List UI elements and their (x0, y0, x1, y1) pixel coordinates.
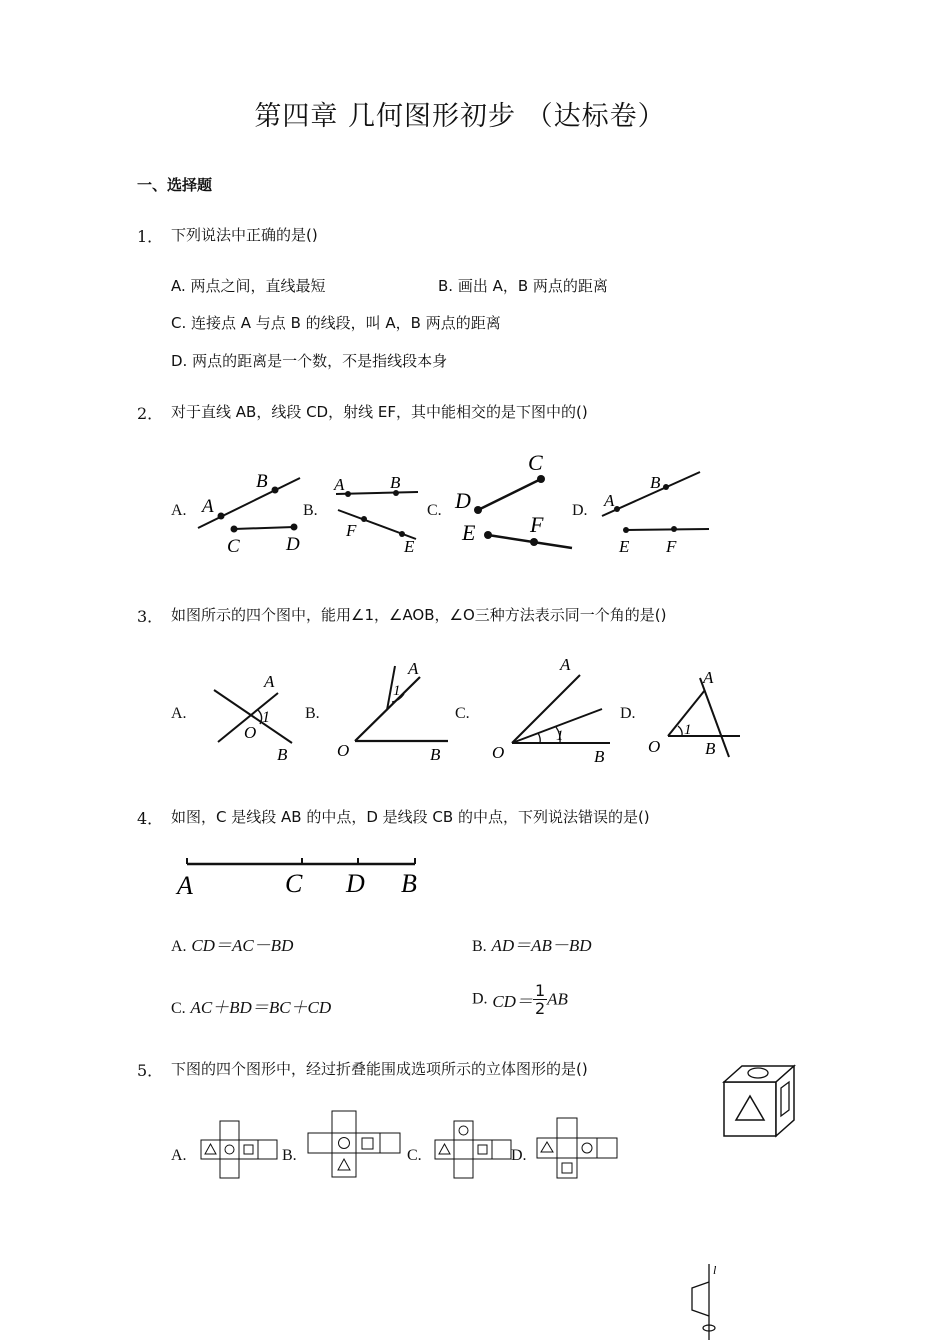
svg-text:B: B (650, 473, 661, 492)
svg-text:l: l (713, 1263, 717, 1277)
q5-label-b[interactable]: B. (282, 1147, 297, 1164)
q3-number: 3． (137, 607, 164, 626)
q1-option-c[interactable]: C. 连接点 A 与点 B 的线段，叫 A，B 两点的距离 (171, 314, 501, 332)
svg-text:E: E (462, 520, 476, 545)
q4-number: 4． (137, 809, 164, 828)
q2-fig-d (602, 472, 709, 556)
q4-option-c[interactable]: C. AC＋BD＝BC＋CD (171, 998, 332, 1017)
q1-option-d[interactable]: D. 两点的距离是一个数，不是指线段本身 (171, 352, 448, 370)
svg-text:A: A (560, 655, 571, 674)
q5-cube-figure (718, 1060, 802, 1140)
svg-text:1: 1 (684, 722, 692, 738)
svg-text:1: 1 (556, 728, 564, 744)
svg-text:A: A (703, 668, 714, 687)
svg-text:F: F (530, 512, 544, 537)
svg-text:A: A (264, 672, 275, 691)
svg-text:D: D (455, 488, 471, 513)
svg-text:E: E (404, 537, 415, 556)
page-title: 第四章 几何图形初步 （达标卷） (254, 101, 666, 132)
q5-text: 下图的四个图形中，经过折叠能围成选项所示的立体图形的是() (171, 1060, 588, 1078)
svg-text:F: F (346, 521, 357, 540)
svg-text:A: A (604, 491, 615, 510)
q2-text: 对于直线 AB，线段 CD，射线 EF，其中能相交的是下图中的() (171, 403, 588, 421)
svg-text:1: 1 (262, 709, 270, 726)
svg-text:C: C (285, 869, 303, 898)
svg-text:F: F (666, 537, 677, 556)
q4-option-a[interactable]: A. CD＝AC－BD (171, 936, 294, 955)
q5-net-d (537, 1118, 617, 1178)
svg-text:O: O (648, 737, 661, 756)
q6-rotation-figure (682, 1262, 732, 1342)
q5-label-c[interactable]: C. (407, 1147, 422, 1164)
q5-label-a[interactable]: A. (171, 1147, 187, 1164)
q2-label-c[interactable]: C. (427, 502, 442, 519)
section-heading: 一、选择题 (137, 176, 213, 194)
q1-text: 下列说法中正确的是() (171, 226, 318, 244)
q3-fig-c (492, 655, 610, 766)
svg-text:O: O (492, 743, 505, 762)
q3-figures (200, 650, 760, 770)
q4-segment-figure (175, 848, 435, 902)
svg-text:C: C (528, 450, 543, 475)
q3-text: 如图所示的四个图中，能用∠1，∠AOB，∠O三种方法表示同一个角的是() (171, 606, 667, 624)
svg-text:A: A (202, 496, 214, 517)
svg-text:E: E (619, 537, 630, 556)
q1-option-a[interactable]: A. 两点之间，直线最短 (171, 277, 326, 295)
q4-option-d[interactable]: D. CD＝ $\frac{1}{2}$ AB (472, 981, 568, 1018)
q2-label-b[interactable]: B. (303, 502, 318, 519)
q3-label-a[interactable]: A. (171, 705, 187, 722)
q3-label-b[interactable]: B. (305, 705, 320, 722)
svg-text:B: B (705, 739, 716, 758)
q2-label-a[interactable]: A. (171, 502, 187, 519)
q5-net-a (201, 1121, 277, 1178)
q2-fig-c (454, 450, 572, 548)
svg-text:B: B (256, 471, 268, 492)
q2-fig-b (333, 473, 418, 556)
q3-label-d[interactable]: D. (620, 705, 636, 722)
q5-nets (195, 1105, 625, 1183)
q5-label-d[interactable]: D. (511, 1147, 527, 1164)
q5-net-c (435, 1121, 511, 1178)
svg-text:B: B (594, 747, 605, 766)
q4-option-b[interactable]: B. AD＝AB－BD (472, 936, 592, 955)
q2-figures (190, 450, 730, 560)
q1-option-b[interactable]: B. 画出 A，B 两点的距离 (438, 277, 608, 295)
svg-text:C: C (227, 536, 240, 557)
q2-label-d[interactable]: D. (572, 502, 588, 519)
q3-fig-a (214, 672, 292, 764)
svg-text:O: O (337, 741, 350, 760)
fraction-one-half: $\frac{1}{2}$ (534, 981, 546, 1018)
svg-text:O: O (244, 723, 257, 742)
svg-text:B: B (390, 473, 401, 492)
q2-fig-a (198, 471, 300, 557)
svg-text:A: A (408, 659, 419, 678)
svg-text:1: 1 (393, 683, 401, 699)
svg-text:A: A (177, 871, 193, 900)
q3-fig-b (337, 659, 448, 764)
q3-label-c[interactable]: C. (455, 705, 470, 722)
svg-text:D: D (346, 869, 365, 898)
q4-text: 如图，C 是线段 AB 的中点，D 是线段 CB 的中点，下列说法错误的是() (171, 808, 650, 826)
q2-number: 2． (137, 404, 164, 423)
svg-text:B: B (277, 745, 288, 764)
svg-text:D: D (286, 534, 300, 555)
svg-text:B: B (401, 869, 417, 898)
svg-text:B: B (430, 745, 441, 764)
q5-net-b (308, 1111, 400, 1177)
svg-text:A: A (334, 475, 345, 494)
q5-number: 5． (137, 1061, 164, 1080)
q3-fig-d (648, 668, 740, 758)
q1-number: 1． (137, 227, 164, 246)
